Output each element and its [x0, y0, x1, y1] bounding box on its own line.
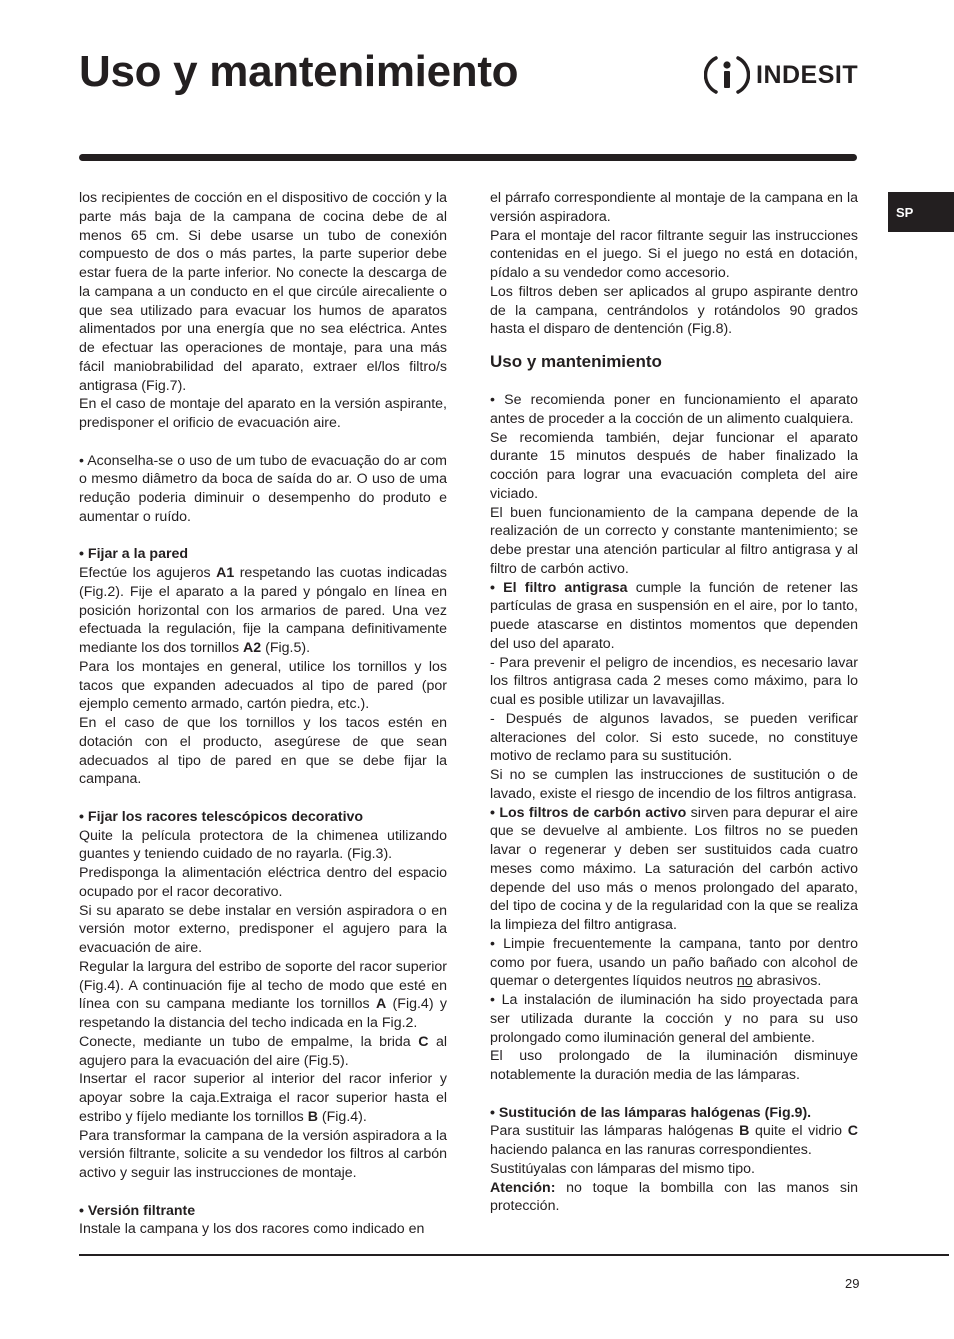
- paragraph: Sustitúyalas con lámparas del mismo tipo.: [490, 1160, 755, 1177]
- paragraph: Instale la campana y los dos racores como indicado en: [79, 1221, 425, 1238]
- footer-rule: [79, 1254, 949, 1256]
- page-title: Uso y mantenimiento: [79, 47, 519, 96]
- paragraph: - Para prevenir el peligro de incendios, es necesario lavar los filtros antigrasa cada 2 meses como máximo, para lo cual es posible utilizar un lavavajillas.: [490, 654, 858, 708]
- paragraph: Se recomienda también, dejar funcionar el aparato durante 15 minutos después de haber finalizado la cocción para lograr una evacuación completa del aire viciado.: [490, 429, 858, 502]
- header-rule: [79, 154, 857, 161]
- paragraph: Quite la película protectora de la chimenea utilizando guantes y teniendo cuidado de no rayarla. (Fig.3).: [79, 827, 447, 863]
- paragraph: • Se recomienda poner en funcionamiento el aparato antes de proceder a la cocción de un alimento cualquiera.: [490, 392, 858, 427]
- paragraph: • El filtro antigrasa cumple la función de retener las partículas de grasa en suspensión en el aire, por lo tanto, puede atascarse en distintos momentos que dependen del uso del aparato.: [490, 579, 858, 652]
- paragraph: Para sustituir las lámparas halógenas B quite el vidrio C haciendo palanca en las ranuras correspondientes.: [490, 1123, 858, 1158]
- paragraph: Efectúe los agujeros A1 respetando las cuotas indicadas (Fig.2). Fije el aparato a la pared y póngalo en línea en posición horizontal con los armarios de pared. Una vez efectuada la regulación, fije la campana definitivamente mediante los dos tornillos A2 (Fig.5).: [79, 565, 447, 656]
- paragraph: Insertar el racor superior al interior del racor inferior y apoyar sobre la caja.Extraiga el racor superior hasta el estribo y fíjelo mediante los tornillos B (Fig.4).: [79, 1071, 447, 1125]
- paragraph: • Los filtros de carbón activo sirven para depurar el aire que se devuelve al ambiente. Los filtros no se pueden lavar o regenerar y deben ser sustituidos cada cuatro meses como máximo. La saturación del carbón activo depende del uso más o menos prolongado del aparato, del tipo de cocina y de la regularidad con la que se realiza la limpieza del filtro antigrasa.: [490, 804, 858, 933]
- paragraph: • Aconselha-se o uso de um tubo de evacuação do ar com o mesmo diâmetro da boca de saída do ar. O uso de uma redução poderia diminuir o desempenho do produto e aumentar o ruído.: [79, 452, 447, 525]
- paragraph: Los filtros deben ser aplicados al grupo aspirante dentro de la campana, centrándolos y rotándolos 90 grados hasta el disparo de dentención (Fig.8).: [490, 283, 858, 338]
- paragraph: Para transformar la campana de la versión aspiradora a la versión filtrante, solicite a su vendedor los filtros al carbón activo y seguir las instrucciones de montaje.: [79, 1127, 447, 1181]
- section-subtitle: Uso y mantenimiento: [490, 352, 662, 371]
- paragraph: Conecte, mediante un tubo de empalme, la brida C al agujero para la evacuación del aire (Fig.5).: [79, 1033, 447, 1069]
- paragraph: El buen funcionamiento de la campana depende de la realización de un correcto y constante mantenimiento; se debe prestar una atención particular al filtro antigrasa y al filtro de carbón activo.: [490, 504, 858, 577]
- paragraph: En el caso de montaje del aparato en la versión aspirante, predisponer el orificio de evacuación aire.: [79, 396, 447, 431]
- paragraph: Si su aparato se debe instalar en versión aspiradora o en versión motor externo, predisponer el agujero para la evacuación de aire.: [79, 902, 447, 956]
- section-heading: • Sustitución de las lámparas halógenas (Fig.9).: [490, 1104, 812, 1121]
- brand-logo: [704, 52, 858, 98]
- section-heading: • Fijar a la pared: [79, 546, 189, 563]
- paragraph: Para los montajes en general, utilice los tornillos y los tacos que expanden adecuados al tipo de pared (por ejemplo cemento armado, cartón piedra, etc.).: [79, 658, 447, 713]
- paragraph: Para el montaje del racor filtrante seguir las instrucciones contenidas en el juego. Si el juego no está en dotación, pídalo a su vendedor como accesorio.: [490, 227, 858, 281]
- paragraph: el párrafo correspondiente al montaje de la campana en la versión aspiradora.: [490, 190, 858, 225]
- paragraph: • La instalación de iluminación ha sido proyectada para ser utilizada durante la cocción y no para su uso prolongado como iluminación general del ambiente.: [490, 992, 858, 1046]
- paragraph: Predisponga la alimentación eléctrica dentro del espacio ocupado por el racor decorativo.: [79, 865, 447, 900]
- paragraph: El uso prolongado de la iluminación disminuye notablemente la duración media de las lámparas.: [490, 1048, 858, 1083]
- left-column: [79, 189, 447, 1239]
- paragraph: Atención: no toque la bombilla con las manos sin protección.: [490, 1179, 858, 1215]
- paragraph: • Limpie frecuentemente la campana, tanto por dentro como por fuera, usando un paño bañado con alcohol de quemar o detergentes líquidos neutros no abrasivos.: [490, 935, 858, 990]
- brand-wordmark: INDESIT: [756, 61, 859, 89]
- paragraph: Si no se cumplen las instrucciones de sustitución o de lavado, existe el riesgo de incendio de los filtros antigrasa.: [490, 767, 858, 802]
- right-column: [490, 189, 858, 1216]
- section-heading: • Fijar los racores telescópicos decorativo: [79, 808, 364, 825]
- language-tab: SP: [888, 192, 954, 232]
- paragraph: Regular la largura del estribo de soporte del racor superior (Fig.4). A continuación fije al techo de modo que esté en línea con su campana mediante los tornillos A (Fig.4) y respetando la distancia del techo indicada en la Fig.2.: [79, 958, 448, 1031]
- paragraph: los recipientes de cocción en el dispositivo de cocción y la parte más baja de la campana de cocina debe de al menos 65 cm. Si debe usarse un tubo de conexión compuesto de dos o más partes, la parte superior debe estar fuera de la parte inferior. No conecte la descarga de la campana a un conducto en el que circúle airecaliente o que sea utilizado para evacuar los humos de aparatos alimentados por una energía que no sea eléctrica. Antes de efectuar las operaciones de montaje, para una más fácil maniobrabilidad del aparato, extraer el/los filtro/s antigrasa (Fig.7).: [79, 190, 447, 394]
- section-heading: • Versión filtrante: [79, 1202, 196, 1219]
- paragraph: En el caso de que los tornillos y los tacos estén en dotación con el producto, asegúrese de que sean adecuados al tipo de pared en que se debe fijar la campana.: [79, 715, 447, 788]
- indesit-i-icon: [704, 52, 750, 98]
- paragraph: - Después de algunos lavados, se pueden verificar alteraciones del color. Si esto sucede, no constituye motivo de reclamo para su sustitución.: [490, 710, 858, 765]
- page-number: 29: [845, 1276, 860, 1291]
